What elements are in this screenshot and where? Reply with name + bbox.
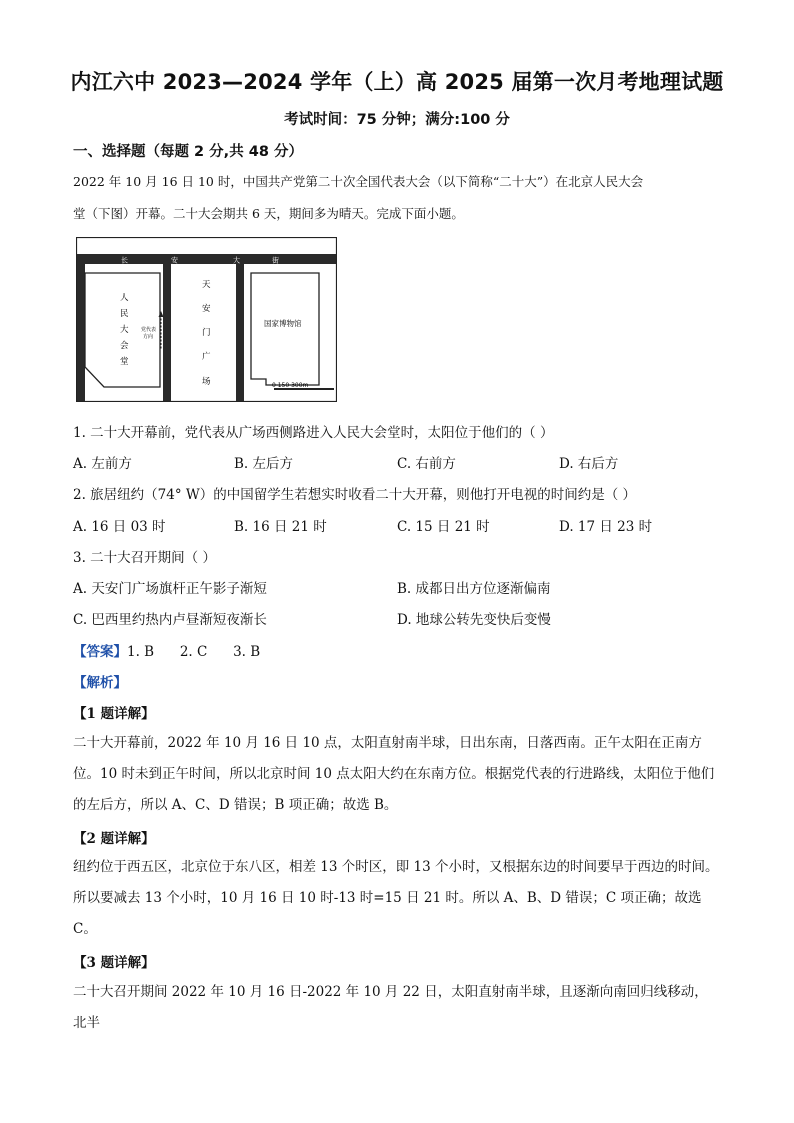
hall-char-2: 民 [120,309,129,319]
square-char-3: 门 [202,328,211,338]
street-char-3: 大 [233,256,240,265]
west-side-road [163,264,171,401]
answer-label: 【答案】 [73,644,127,660]
q1-option-d: D. 右后方 [559,456,619,472]
analysis-row [73,671,127,691]
east-side-road [236,264,244,401]
q2-option-b: B. 16 日 21 时 [234,519,327,535]
intro-line-1: 2022 年 10 月 16 日 10 时，中国共产党第二十次全国代表大会（以下简称“二十大”）在北京人民大会 [73,174,644,189]
q1-option-b: B. 左后方 [234,456,294,472]
q1-option-c: C. 右前方 [397,456,456,472]
answer-text: 1. B 2. C 3. B [127,644,261,660]
q2-option-c: C. 15 日 21 时 [397,519,490,535]
street-band [77,254,336,264]
map-figure [76,237,337,402]
exam-info: 考试时间：75 分钟；满分:100 分 [284,112,510,128]
street-char-4: 街 [272,256,279,265]
hall-char-5: 堂 [120,357,129,367]
route-label-2: 方向 [143,334,154,340]
q3-option-d: D. 地球公转先变快后变慢 [397,612,551,628]
q3-option-a: A. 天安门广场旗杆正午影子渐短 [73,581,267,597]
route-label-1: 党代表 [141,327,157,333]
square-char-5: 场 [202,377,211,387]
detail-2-label: 【2 题详解】 [73,831,155,847]
square-char-2: 安 [202,304,211,314]
scale-label: 0 150 300m [272,382,309,389]
q2-option-d: D. 17 日 23 时 [559,519,653,535]
page-title: 内江六中 2023—2024 学年（上）高 2025 届第一次月考地理试题 [70,70,724,94]
question-2-stem: 2. 旅居纽约（74° W）的中国留学生若想实时收看二十大开幕，则他打开电视的时间约是（ ） [73,487,637,503]
detail-1-text: 二十大开幕前，2022 年 10 月 16 日 10 点，太阳直射南半球，日出东南，日落西南。正午太阳在正南方位。10 时未到正午时间，所以北京时间 10 点太阳大约在东南方位。根据党代表的行进路线，太阳位于他们的左后方，所以 A、C、D 错误；B 项正确；故选 B。 [73,735,715,813]
square-char-1: 天 [202,280,211,290]
hall-char-3: 大 [120,325,129,335]
street-char-2: 安 [171,256,178,265]
question-1-stem: 1. 二十大开幕前，党代表从广场西侧路进入人民大会堂时，太阳位于他们的（ ） [73,425,554,441]
detail-3-text: 二十大召开期间 2022 年 10 月 16 日-2022 年 10 月 22 日，太阳直射南半球，且逐渐向南回归线移动，北半 [73,984,708,1031]
hall-char-1: 人 [120,293,129,303]
q3-option-c: C. 巴西里约热内卢昼渐短夜渐长 [73,612,267,628]
detail-1-label: 【1 题详解】 [73,706,155,722]
museum-label: 国家博物馆 [264,319,302,328]
answer-row [73,640,260,660]
west-road [77,264,85,401]
intro-line-2: 堂（下图）开幕。二十大会期共 6 天，期间多为晴天。完成下面小题。 [73,206,464,221]
detail-3-label: 【3 题详解】 [73,955,155,971]
q1-option-a: A. 左前方 [73,456,132,472]
square-char-4: 广 [202,352,211,362]
analysis-label: 【解析】 [73,675,127,691]
q3-option-b: B. 成都日出方位逐渐偏南 [397,581,551,597]
detail-2-text: 纽约位于西五区，北京位于东八区，相差 13 个时区，即 13 个小时，又根据东边的时间要早于西边的时间。所以要减去 13 个小时，10 月 16 日 10 时-13 时=15 日 21 时。所以 A、B、D 错误；C 项正确；故选 C。 [73,859,719,937]
question-3-stem: 3. 二十大召开期间（ ） [73,550,216,566]
street-char-1: 长 [121,256,128,265]
q2-option-a: A. 16 日 03 时 [73,519,166,535]
section-title: 一、选择题（每题 2 分,共 48 分） [73,144,303,160]
hall-char-4: 会 [120,341,129,351]
national-museum [251,273,319,385]
